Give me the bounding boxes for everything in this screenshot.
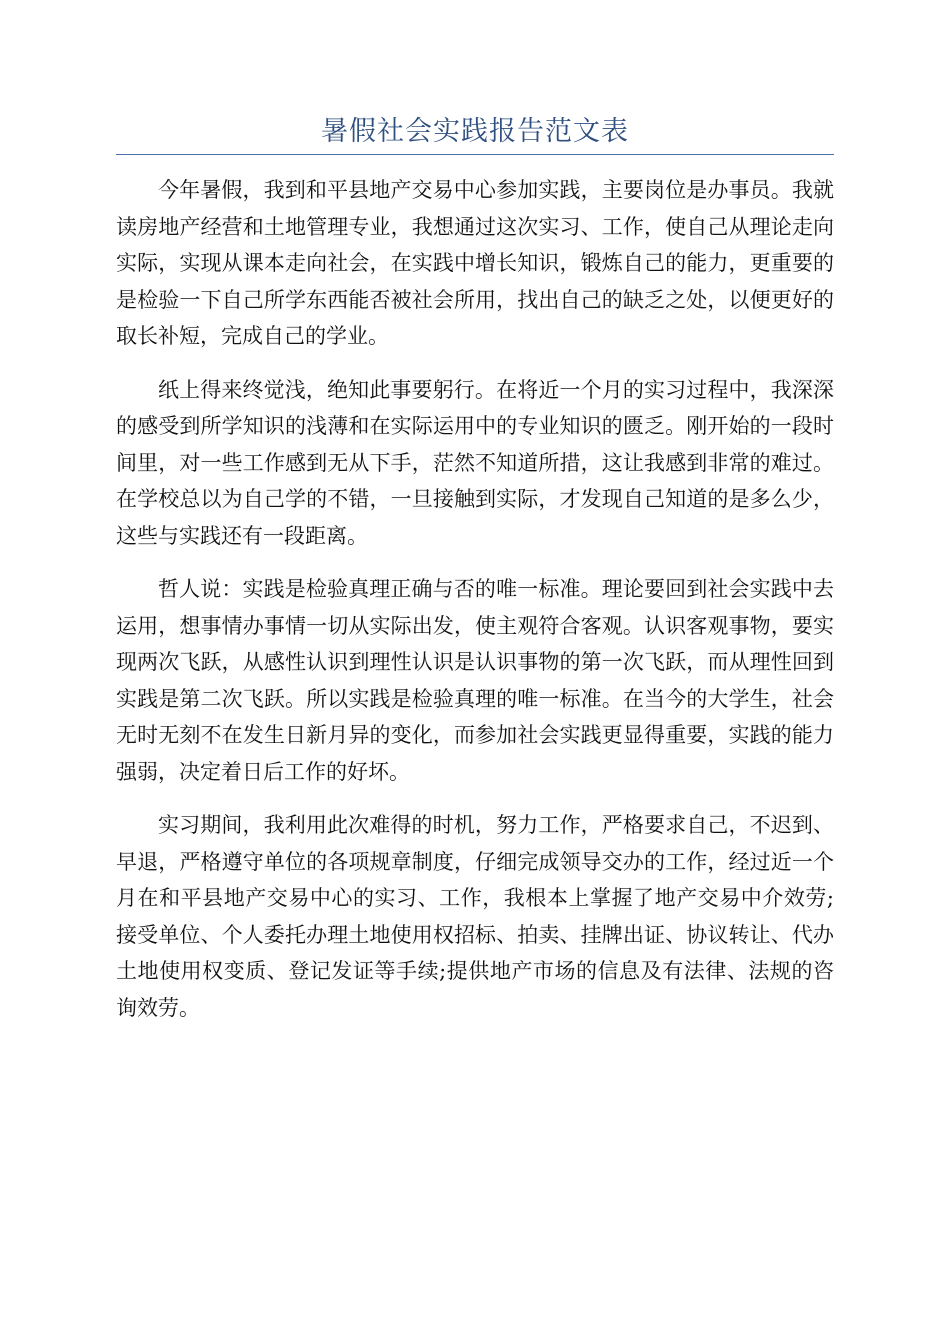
document-body — [116, 172, 834, 1043]
paragraph-4: 实习期间，我利用此次难得的时机，努力工作，严格要求自己，不迟到、早退，严格遵守单位的各项规章制度，仔细完成领导交办的工作，经过近一个月在和平县地产交易中心的实习、工作，我根本上掌握了地产交易中介效劳;接受单位、个人委托办理土地使用权招标、拍卖、挂牌出证、协议转让、代办土地使用权变质、登记发证等手续;提供地产市场的信息及有法律、法规的咨询效劳。 — [116, 813, 834, 1020]
paragraph-1: 今年暑假，我到和平县地产交易中心参加实践，主要岗位是办事员。我就读房地产经营和土地管理专业，我想通过这次实习、工作，使自己从理论走向实际，实现从课本走向社会，在实践中增长知识，锻炼自己的能力，更重要的是检验一下自己所学东西能否被社会所用，找出自己的缺乏之处，以便更好的取长补短，完成自己的学业。 — [116, 178, 834, 348]
page-title: 暑假社会实践报告范文表 — [321, 116, 629, 147]
paragraph-3: 哲人说：实践是检验真理正确与否的唯一标准。理论要回到社会实践中去运用，想事情办事情一切从实际出发，使主观符合客观。认识客观事物，要实现两次飞跃，从感性认识到理性认识是认识事物的第一次飞跃，而从理性回到实践是第二次飞跃。所以实践是检验真理的唯一标准。在当今的大学生，社会无时无刻不在发生日新月异的变化，而参加社会实践更显得重要，实践的能力强弱，决定着日后工作的好坏。 — [116, 577, 834, 784]
title-underline — [116, 154, 834, 155]
paragraph-2: 纸上得来终觉浅，绝知此事要躬行。在将近一个月的实习过程中，我深深的感受到所学知识的浅薄和在实际运用中的专业知识的匮乏。刚开始的一段时间里，对一些工作感到无从下手，茫然不知道所措，这让我感到非常的难过。在学校总以为自己学的不错，一旦接触到实际，才发现自己知道的是多么少，这些与实践还有一段距离。 — [116, 377, 834, 548]
